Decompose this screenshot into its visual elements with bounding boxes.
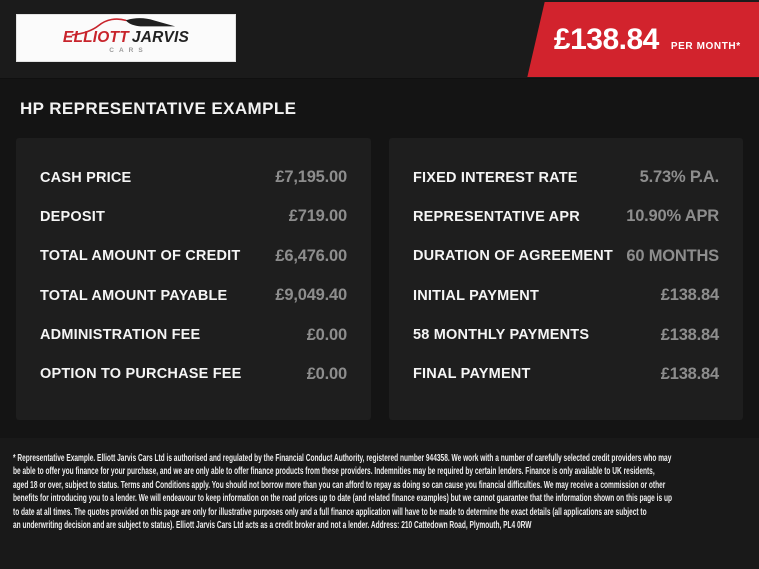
table-row bbox=[40, 158, 347, 197]
table-row bbox=[40, 197, 347, 236]
monthly-price-amount: £138.84 bbox=[554, 22, 659, 56]
row-value: £9,049.40 bbox=[275, 286, 347, 305]
row-label: FINAL PAYMENT bbox=[413, 366, 531, 383]
table-row bbox=[413, 197, 719, 236]
table-row bbox=[413, 158, 719, 197]
dealer-logo bbox=[16, 14, 236, 62]
disclaimer-line: to date at all times. The quotes provided on this page are only for illustrative purposes only and a full finance application will have to be made to determine the exact details (all applications are subject to bbox=[13, 506, 647, 518]
table-row bbox=[40, 355, 347, 394]
row-label: TOTAL AMOUNT PAYABLE bbox=[40, 287, 228, 304]
finance-panel-right bbox=[389, 138, 743, 420]
monthly-price-banner bbox=[527, 2, 759, 77]
row-label: REPRESENTATIVE APR bbox=[413, 208, 580, 225]
row-label: INITIAL PAYMENT bbox=[413, 287, 539, 304]
table-row bbox=[40, 276, 347, 315]
row-label: DEPOSIT bbox=[40, 208, 106, 225]
disclaimer-line: aged 18 or over, subject to status. Terms and Conditions apply. You should not borrow more than you can afford to repay as doing so can cause you financial difficulties. We may receive a commission or other bbox=[13, 479, 666, 491]
row-value: £719.00 bbox=[288, 207, 347, 226]
disclaimer bbox=[13, 452, 745, 532]
row-label: FIXED INTEREST RATE bbox=[413, 169, 578, 186]
disclaimer-line: * Representative Example. Elliott Jarvis Cars Ltd is authorised and regulated by the Financial Conduct Authority, registered number 944358. We work with a number of carefully selected credit providers who may bbox=[13, 453, 672, 464]
row-value: £0.00 bbox=[306, 364, 347, 383]
row-value: £0.00 bbox=[306, 325, 347, 344]
disclaimer-line: an underwriting decision and are subject to status). Elliott Jarvis Cars Ltd acts as a credit broker and not a lender. Address: 210 Cattedown Road, Plymouth, PL4 0RW bbox=[13, 520, 532, 532]
table-row bbox=[40, 316, 347, 355]
logo-brand-second: JARVIS bbox=[131, 29, 190, 46]
row-label: ADMINISTRATION FEE bbox=[40, 327, 201, 344]
disclaimer-line: be able to offer you finance for your purchase, and we are only able to offer finance products from these providers. Indemnities may be required by certain lenders. Finance is only available to UK residents, bbox=[13, 466, 655, 478]
finance-panel-left bbox=[16, 138, 371, 420]
table-row bbox=[413, 316, 719, 355]
row-label: TOTAL AMOUNT OF CREDIT bbox=[40, 248, 241, 265]
row-label: DURATION OF AGREEMENT bbox=[413, 248, 613, 265]
table-row bbox=[413, 237, 719, 276]
row-value: £138.84 bbox=[660, 286, 719, 305]
logo-brand-first: ELLIOTT bbox=[62, 29, 129, 46]
row-value: £7,195.00 bbox=[275, 168, 347, 186]
logo-wordmark bbox=[63, 30, 189, 46]
row-value: 10.90% APR bbox=[626, 207, 719, 226]
row-label: OPTION TO PURCHASE FEE bbox=[40, 366, 242, 383]
row-value: £138.84 bbox=[660, 325, 719, 344]
table-row bbox=[413, 276, 719, 315]
row-value: £138.84 bbox=[660, 364, 719, 383]
monthly-price-content bbox=[536, 23, 741, 57]
row-value: 60 MONTHS bbox=[626, 246, 719, 265]
row-value: £6,476.00 bbox=[275, 246, 347, 265]
row-value: 5.73% P.A. bbox=[639, 168, 719, 186]
logo-brand-sub: CARS bbox=[109, 46, 148, 54]
monthly-price-suffix: PER MONTH* bbox=[670, 40, 741, 52]
page-title: HP REPRESENTATIVE EXAMPLE bbox=[20, 99, 297, 118]
table-row bbox=[413, 355, 719, 394]
disclaimer-line: benefits for introducing you to a lender. We will endeavour to keep information on the road prices up to date (and related finance examples) but we cannot guarantee that the information shown on this page is up bbox=[13, 493, 672, 505]
row-label: CASH PRICE bbox=[40, 169, 132, 186]
row-label: 58 MONTHLY PAYMENTS bbox=[413, 327, 590, 344]
table-row bbox=[40, 237, 347, 276]
